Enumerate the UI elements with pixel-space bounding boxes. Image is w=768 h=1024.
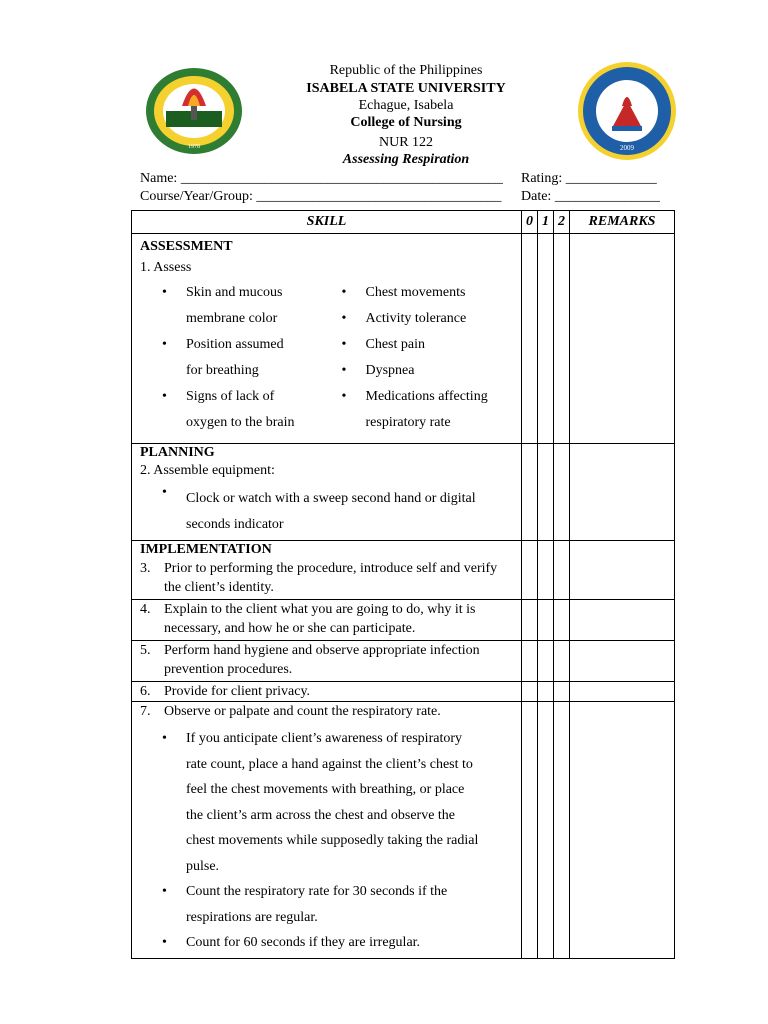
step-6	[140, 682, 513, 701]
list-item-cont: chest movements while supposedly taking the radial	[186, 833, 479, 848]
list-item-cont: pulse.	[186, 858, 220, 874]
remarks-cell[interactable]	[570, 541, 675, 600]
date-field[interactable]: Date: _______________	[521, 189, 660, 204]
college-of-nursing-seal	[576, 60, 678, 162]
score-2-cell[interactable]	[554, 600, 570, 641]
implementation-heading: IMPLEMENTATION	[140, 542, 272, 557]
skill-header: SKILL	[132, 211, 522, 234]
list-item-cont: feel the chest movements with breathing, or place	[186, 782, 465, 797]
table-row	[132, 702, 675, 959]
score-0-cell[interactable]	[522, 600, 538, 641]
table-row	[132, 682, 675, 702]
list-item-cont: membrane color	[186, 311, 278, 326]
list-item: • Chest pain	[320, 332, 514, 358]
list-item: • Count for 60 seconds if they are irregular.	[140, 930, 513, 956]
list-item: • If you anticipate client’s awareness of respiratory	[140, 726, 513, 752]
score-2-cell[interactable]	[554, 234, 570, 444]
list-item-cont: rate count, place a hand against the client’s chest to	[186, 756, 473, 772]
table-row	[132, 600, 675, 641]
remarks-cell[interactable]	[570, 682, 675, 702]
score-1-header: 1	[538, 211, 554, 234]
name-field[interactable]: Name: ______________________________________________	[140, 171, 503, 186]
score-0-cell[interactable]	[522, 641, 538, 682]
list-item-cont: seconds indicator	[186, 517, 284, 532]
assessment-heading: ASSESSMENT	[140, 239, 233, 254]
step-text: Observe or palpate and count the respiratory rate.	[164, 704, 441, 719]
course-field[interactable]: Course/Year/Group: ___________________________________	[140, 189, 502, 204]
list-item-cont: the client’s arm across the chest and observe the	[186, 807, 456, 823]
score-1-cell[interactable]	[538, 641, 554, 682]
score-2-cell[interactable]	[554, 682, 570, 702]
list-item-cont: respiratory rate	[365, 415, 451, 430]
score-2-cell[interactable]	[554, 541, 570, 600]
course-code: NUR 122	[378, 135, 434, 150]
list-item-cont: respirations are regular.	[186, 909, 318, 925]
university-name: ISABELA STATE UNIVERSITY	[306, 81, 506, 96]
list-item: • Dyspnea	[320, 358, 514, 384]
score-1-cell[interactable]	[538, 600, 554, 641]
table-row	[132, 234, 675, 444]
document-title: Assessing Respiration	[342, 152, 470, 167]
list-item: • Clock or watch with a sweep second hand or digital	[140, 480, 513, 512]
step-number: 4.	[140, 602, 151, 617]
remarks-cell[interactable]	[570, 444, 675, 541]
university-location: Echague, Isabela	[358, 98, 454, 113]
isabela-state-university-seal	[144, 66, 244, 156]
left-seal-year: 1978	[188, 144, 200, 150]
step-text: Explain to the client what you are going to do, why it is necessary, and how he or she can participate.	[164, 602, 476, 636]
list-item: • Chest movements	[320, 280, 514, 306]
step-text: Provide for client privacy.	[164, 684, 311, 699]
score-0-cell[interactable]	[522, 702, 538, 959]
table-row	[132, 444, 675, 541]
remarks-cell[interactable]	[570, 600, 675, 641]
score-1-cell[interactable]	[538, 444, 554, 541]
score-1-cell[interactable]	[538, 702, 554, 959]
step-2: 2. Assemble equipment:	[140, 463, 275, 478]
skills-checklist-table	[131, 210, 675, 959]
step-text: Perform hand hygiene and observe appropriate infection prevention procedures.	[164, 643, 480, 677]
score-1-cell[interactable]	[538, 234, 554, 444]
step-number: 7.	[140, 704, 151, 719]
remarks-cell[interactable]	[570, 702, 675, 959]
remarks-cell[interactable]	[570, 641, 675, 682]
score-2-cell[interactable]	[554, 444, 570, 541]
right-seal-year: 2009	[620, 144, 634, 152]
college-name: College of Nursing	[350, 115, 462, 130]
score-2-cell[interactable]	[554, 702, 570, 959]
step-1: 1. Assess	[140, 260, 192, 275]
list-item: • Signs of lack of	[140, 384, 334, 410]
score-0-header: 0	[522, 211, 538, 234]
list-item: • Medications affecting	[320, 384, 514, 410]
step-7-sub-bullets	[140, 721, 513, 956]
step-5	[140, 641, 513, 679]
list-item: • Activity tolerance	[320, 306, 514, 332]
list-item: • Count the respiratory rate for 30 seconds if the	[140, 879, 513, 905]
list-item: • Position assumed	[140, 332, 334, 358]
score-1-cell[interactable]	[538, 682, 554, 702]
step-number: 6.	[140, 684, 151, 699]
step-7	[140, 702, 513, 721]
remarks-header: REMARKS	[570, 211, 675, 234]
assess-items	[140, 280, 513, 436]
table-row	[132, 641, 675, 682]
step-number: 3.	[140, 561, 151, 576]
republic-line: Republic of the Philippines	[329, 63, 483, 78]
score-0-cell[interactable]	[522, 682, 538, 702]
table-row	[132, 541, 675, 600]
table-header-row	[132, 211, 675, 234]
step-4	[140, 600, 513, 638]
score-0-cell[interactable]	[522, 444, 538, 541]
remarks-cell[interactable]	[570, 234, 675, 444]
step-number: 5.	[140, 643, 151, 658]
list-item-cont: for breathing	[186, 363, 259, 378]
score-1-cell[interactable]	[538, 541, 554, 600]
rating-field[interactable]: Rating: _____________	[521, 171, 657, 186]
list-item-cont: oxygen to the brain	[186, 415, 295, 430]
score-2-cell[interactable]	[554, 641, 570, 682]
score-0-cell[interactable]	[522, 234, 538, 444]
step-text: Prior to performing the procedure, introduce self and verify the client’s identity.	[164, 561, 498, 595]
score-0-cell[interactable]	[522, 541, 538, 600]
step-3	[140, 559, 513, 597]
planning-heading: PLANNING	[140, 445, 215, 460]
list-item: • Skin and mucous	[140, 280, 334, 306]
score-2-header: 2	[554, 211, 570, 234]
